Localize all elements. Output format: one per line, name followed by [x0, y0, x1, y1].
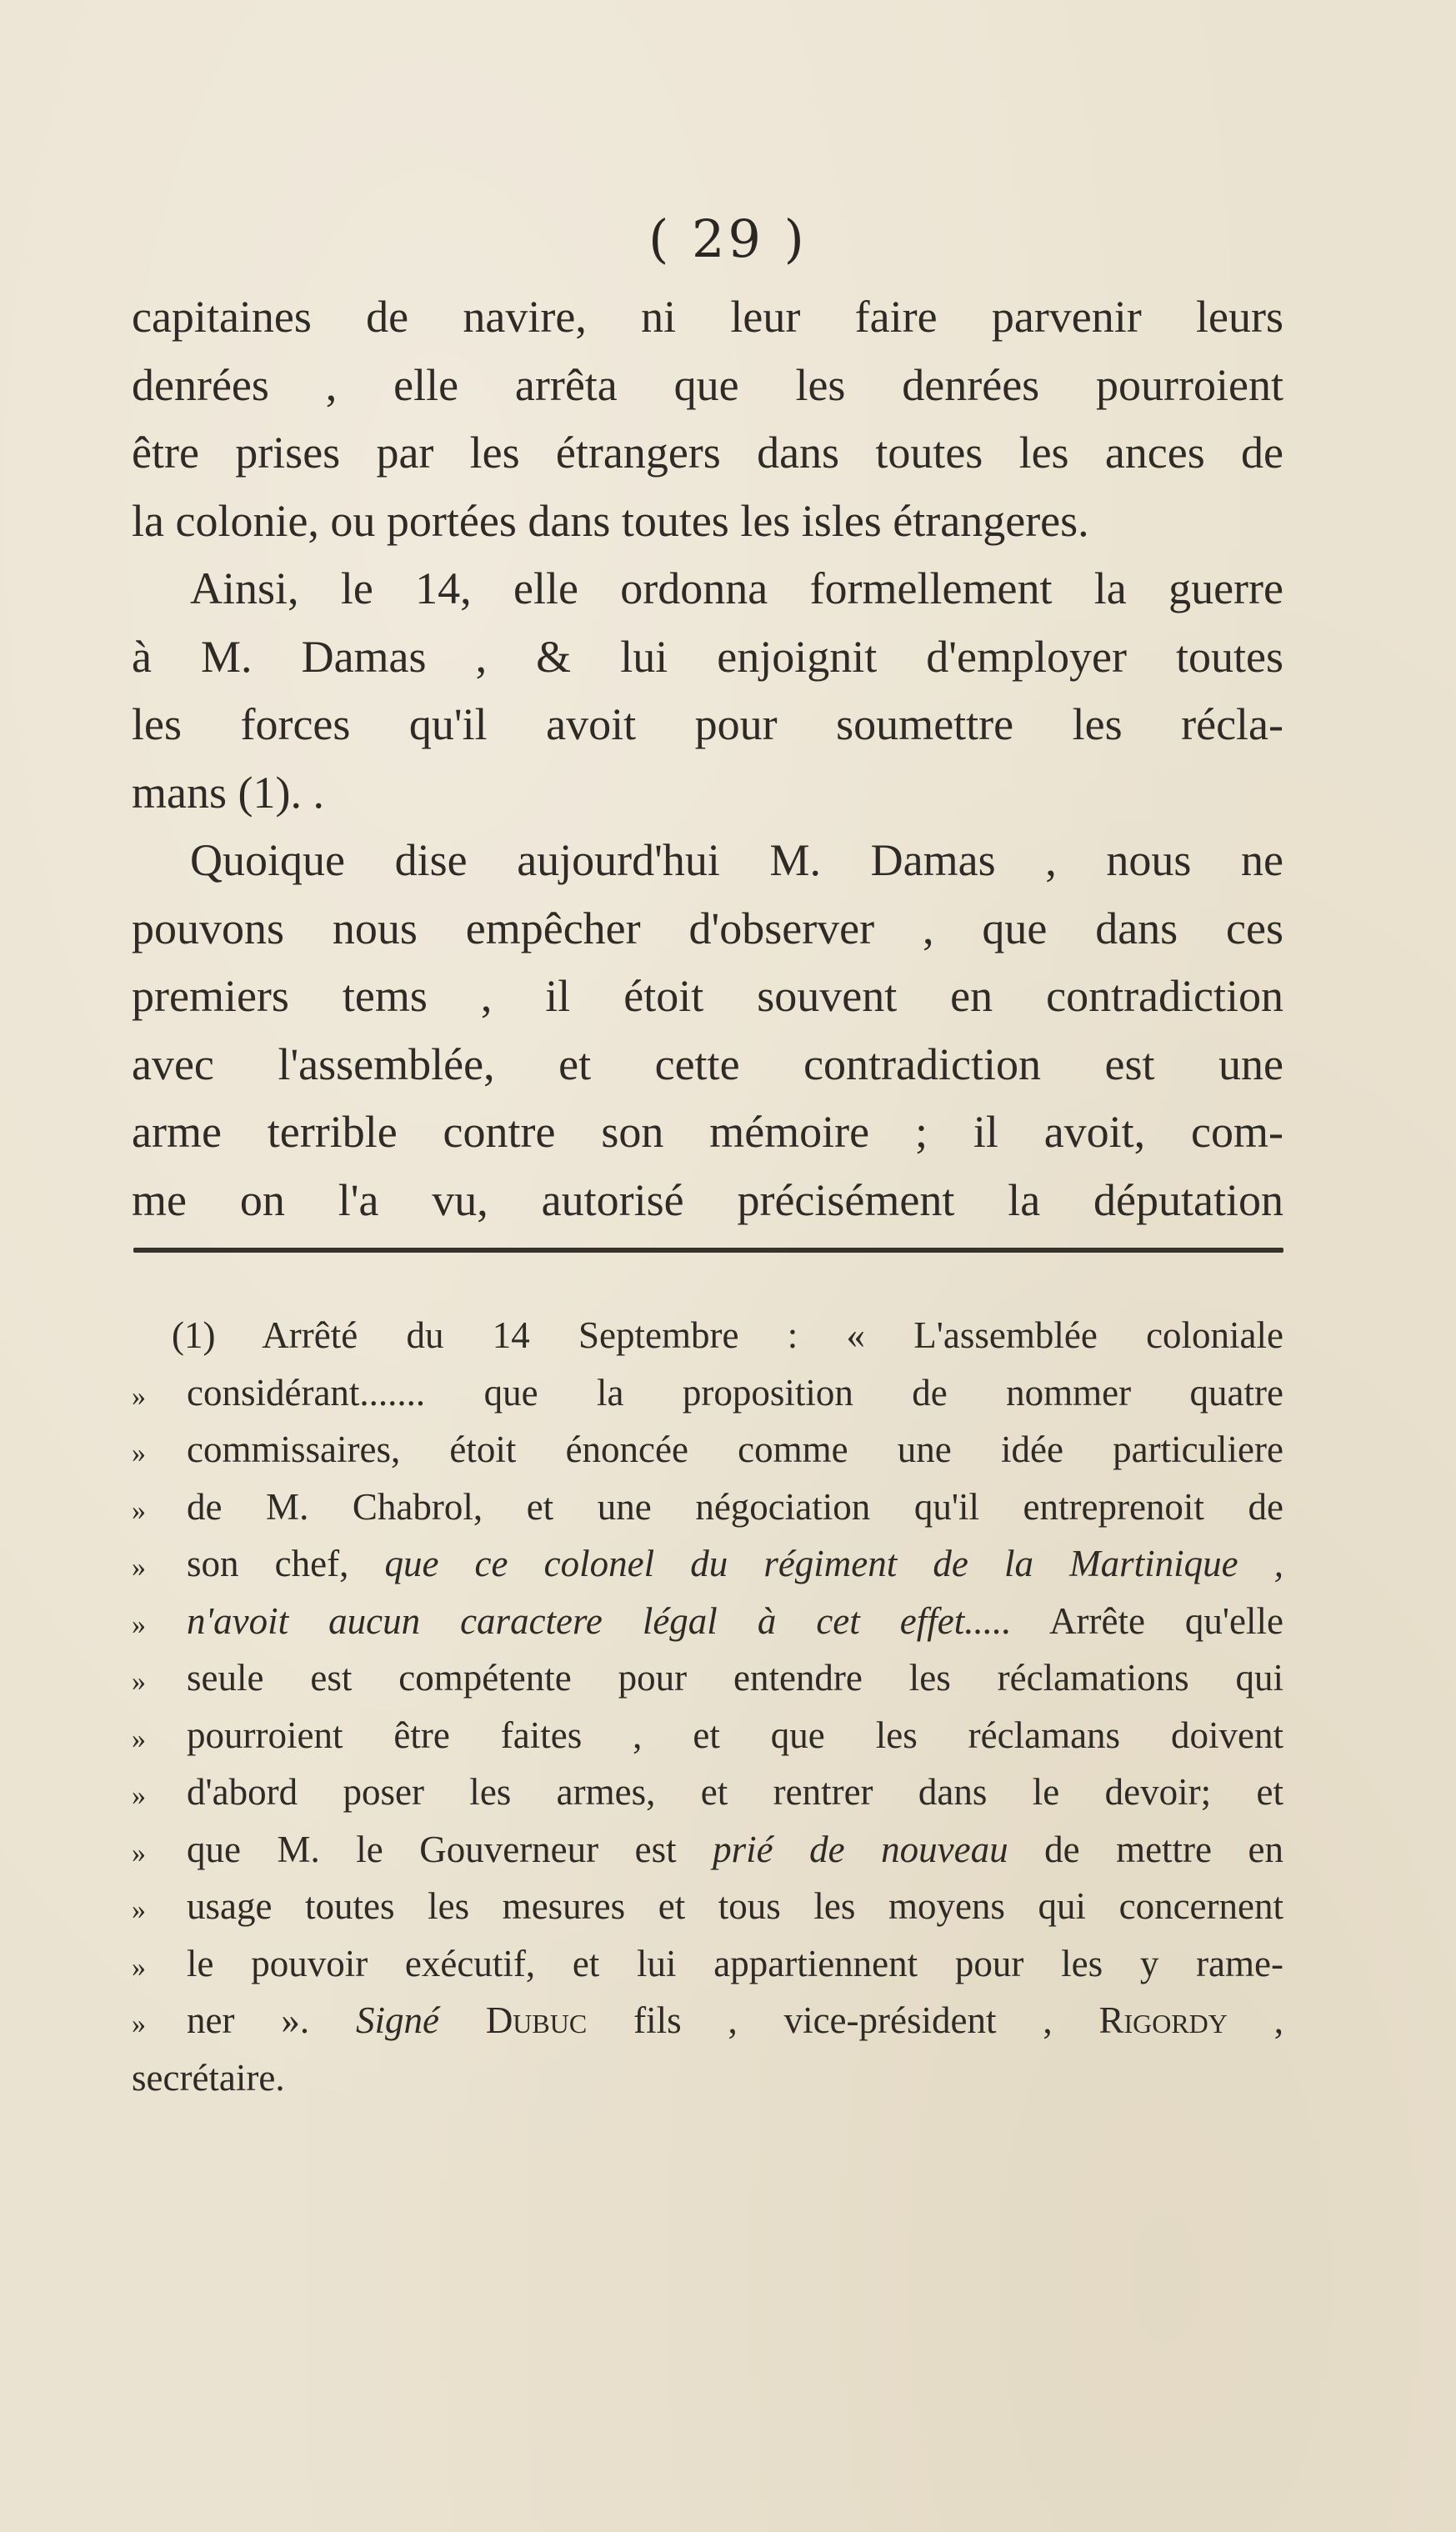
footnote-text-roman: que M. le Gouverneur est: [187, 1828, 713, 1870]
signature-label: Signé: [355, 1999, 439, 2041]
text-line: avec l'assemblée, et cette contradiction est une: [132, 1038, 1283, 1089]
footnote-line: [132, 1307, 1283, 1364]
footnote-text: pourroient être faites , et que les réclamans doivent: [187, 1714, 1283, 1756]
footnote-text-roman: fils , vice-président ,: [587, 1999, 1099, 2041]
footnote-text: secrétaire.: [132, 2056, 285, 2099]
quote-mark: »: [132, 2009, 146, 2039]
footnote-line: [132, 1479, 1283, 1536]
footnote-line: [132, 1593, 1283, 1650]
footnote-line: [132, 1935, 1283, 1993]
footnote-text: [187, 1821, 1283, 1879]
text-line: Ainsi, le 14, elle ordonna formellement la guerre: [190, 563, 1283, 613]
text-line: les forces qu'il avoit pour soumettre les récla-: [132, 699, 1283, 749]
footnote-text: usage toutes les mesures et tous les moyens qui concernent: [187, 1885, 1283, 1927]
quote-mark: »: [132, 1723, 146, 1754]
footnote-text: le pouvoir exécutif, et lui appartiennent pour les y rame-: [187, 1942, 1283, 1984]
signatory-name: Dubuc: [485, 1999, 588, 2041]
footnote-text: considérant....... que la proposition de nommer quatre: [187, 1371, 1283, 1414]
footnote-text: commissaires, étoit énoncée comme une idée particuliere: [187, 1429, 1283, 1470]
footnote-text: d'abord poser les armes, et rentrer dans le devoir; et: [187, 1771, 1283, 1813]
footnote-line: [132, 1764, 1283, 1821]
quote-mark: »: [132, 1552, 146, 1583]
footnote-italic-quote: n'avoit aucun caractere légal à cet effet.....: [187, 1599, 1012, 1642]
footnote-divider: [133, 1248, 1283, 1253]
text-line: me on l'a vu, autorisé précisément la députation: [132, 1174, 1283, 1225]
text-line: mans (1). .: [132, 767, 324, 818]
main-text: [132, 283, 1283, 1234]
footnote-line: [132, 1821, 1283, 1879]
text-line: denrées , elle arrêta que les denrées pourroient: [132, 359, 1283, 410]
footnote-line: [132, 2049, 1283, 2107]
footnote-text: [187, 1593, 1283, 1650]
footnote-text: [187, 1535, 1283, 1593]
footnote-line: [132, 1878, 1283, 1935]
footnote-text-roman: son chef,: [187, 1543, 385, 1584]
footnote-text: (1) Arrêté du 14 Septembre : « L'assemblée coloniale: [172, 1314, 1283, 1356]
quote-mark: »: [132, 1951, 146, 1983]
text-line: arme terrible contre son mémoire ; il avoit, com-: [132, 1107, 1283, 1157]
footnote-text-roman: de mettre en: [1008, 1828, 1283, 1870]
text-line: pouvons nous empêcher d'observer , que dans ces: [132, 903, 1283, 953]
footnote-text: [187, 1992, 1283, 2049]
footnote-text-roman: ,: [1227, 1999, 1283, 2041]
footnote-text-roman: ner ».: [187, 1999, 310, 2041]
signatory-name: Rigordy: [1098, 1999, 1228, 2041]
footnote-line: [132, 1707, 1283, 1764]
footnote-line: [132, 1364, 1283, 1422]
footnote: [132, 1307, 1283, 2106]
text-line: à M. Damas , & lui enjoignit d'employer toutes: [132, 631, 1283, 682]
page-number: ( 29 ): [648, 208, 808, 269]
quote-mark: »: [132, 1666, 146, 1697]
quote-mark: »: [132, 1837, 146, 1869]
text-line: Quoique dise aujourd'hui M. Damas , nous ne: [190, 835, 1283, 885]
footnote-line: [132, 1535, 1283, 1593]
text-line: premiers tems , il étoit souvent en contradiction: [132, 971, 1283, 1021]
quote-mark: »: [132, 1609, 146, 1640]
footnote-text: seule est compétente pour entendre les réclamations qui: [187, 1657, 1283, 1699]
quote-mark: »: [132, 1494, 146, 1526]
quote-mark: »: [132, 1780, 146, 1811]
quote-mark: »: [132, 1380, 146, 1412]
text-line: la colonie, ou portées dans toutes les isles étrangeres.: [132, 495, 1089, 546]
text-line: être prises par les étrangers dans toutes les ances de: [132, 428, 1283, 478]
footnote-line: [132, 1992, 1283, 2049]
quote-mark: »: [132, 1894, 146, 1925]
footnote-line: [132, 1649, 1283, 1707]
footnote-italic-quote: que ce colonel du régiment de la Martinique ,: [384, 1543, 1283, 1584]
text-line: capitaines de navire, ni leur faire parvenir leurs: [132, 292, 1283, 342]
quote-mark: »: [132, 1438, 146, 1469]
footnote-text-roman: Arrête qu'elle: [1011, 1599, 1283, 1642]
footnote-text: de M. Chabrol, et une négociation qu'il entreprenoit de: [187, 1485, 1283, 1528]
footnote-line: [132, 1421, 1283, 1479]
footnote-italic-quote: prié de nouveau: [713, 1828, 1008, 1870]
